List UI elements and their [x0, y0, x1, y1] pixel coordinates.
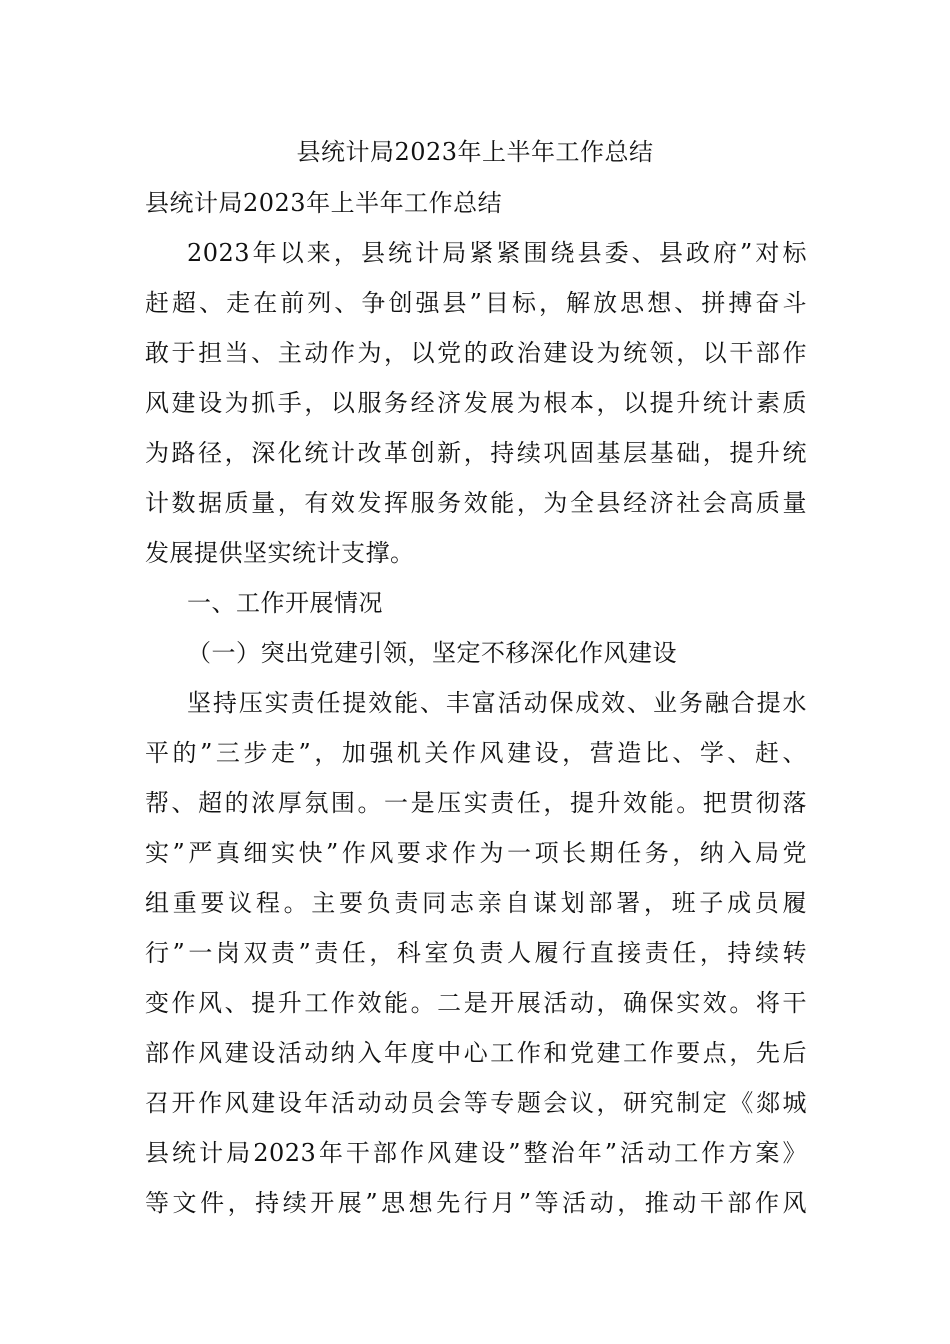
document-body [145, 178, 807, 1228]
body-line: 为路径，深化统计改革创新，持续巩固基层基础，提升统 [145, 439, 807, 467]
body-line: 平的”三步走”，加强机关作风建设，营造比、学、赶、 [145, 739, 807, 767]
body-line: 帮、超的浓厚氛围。一是压实责任，提升效能。把贯彻落 [145, 789, 807, 817]
body-line: 计数据质量，有效发挥服务效能，为全县经济社会高质量 [145, 489, 807, 517]
body-line: 召开作风建设年活动动员会等专题会议，研究制定《郯城 [145, 1089, 807, 1117]
body-line: 部作风建设活动纳入年度中心工作和党建工作要点，先后 [145, 1039, 807, 1067]
body-line: 2023年以来，县统计局紧紧围绕县委、县政府”对标 [187, 239, 807, 267]
body-line: 行”一岗双责”责任，科室负责人履行直接责任，持续转 [145, 939, 807, 967]
body-line: 县统计局2023年干部作风建设”整治年”活动工作方案》 [145, 1139, 807, 1167]
body-line: 赶超、走在前列、争创强县”目标，解放思想、拼搏奋斗 [145, 289, 807, 317]
body-line: 敢于担当、主动作为，以党的政治建设为统领，以干部作 [145, 339, 807, 367]
body-line: 组重要议程。主要负责同志亲自谋划部署，班子成员履 [145, 889, 807, 917]
body-line: 风建设为抓手，以服务经济发展为根本，以提升统计素质 [145, 389, 807, 417]
document-title: 县统计局2023年上半年工作总结 [296, 138, 654, 166]
body-line: 坚持压实责任提效能、丰富活动保成效、业务融合提水 [187, 689, 807, 717]
body-line: 等文件，持续开展”思想先行月”等活动，推动干部作风 [145, 1189, 807, 1217]
body-line: 发展提供坚实统计支撑。 [145, 539, 415, 567]
subsection-heading: （一）突出党建引领，坚定不移深化作风建设 [187, 639, 677, 667]
body-line: 实”严真细实快”作风要求作为一项长期任务，纳入局党 [145, 839, 807, 867]
body-line: 县统计局2023年上半年工作总结 [145, 189, 503, 217]
section-heading: 一、工作开展情况 [187, 589, 383, 617]
body-line: 变作风、提升工作效能。二是开展活动，确保实效。将干 [145, 989, 807, 1017]
